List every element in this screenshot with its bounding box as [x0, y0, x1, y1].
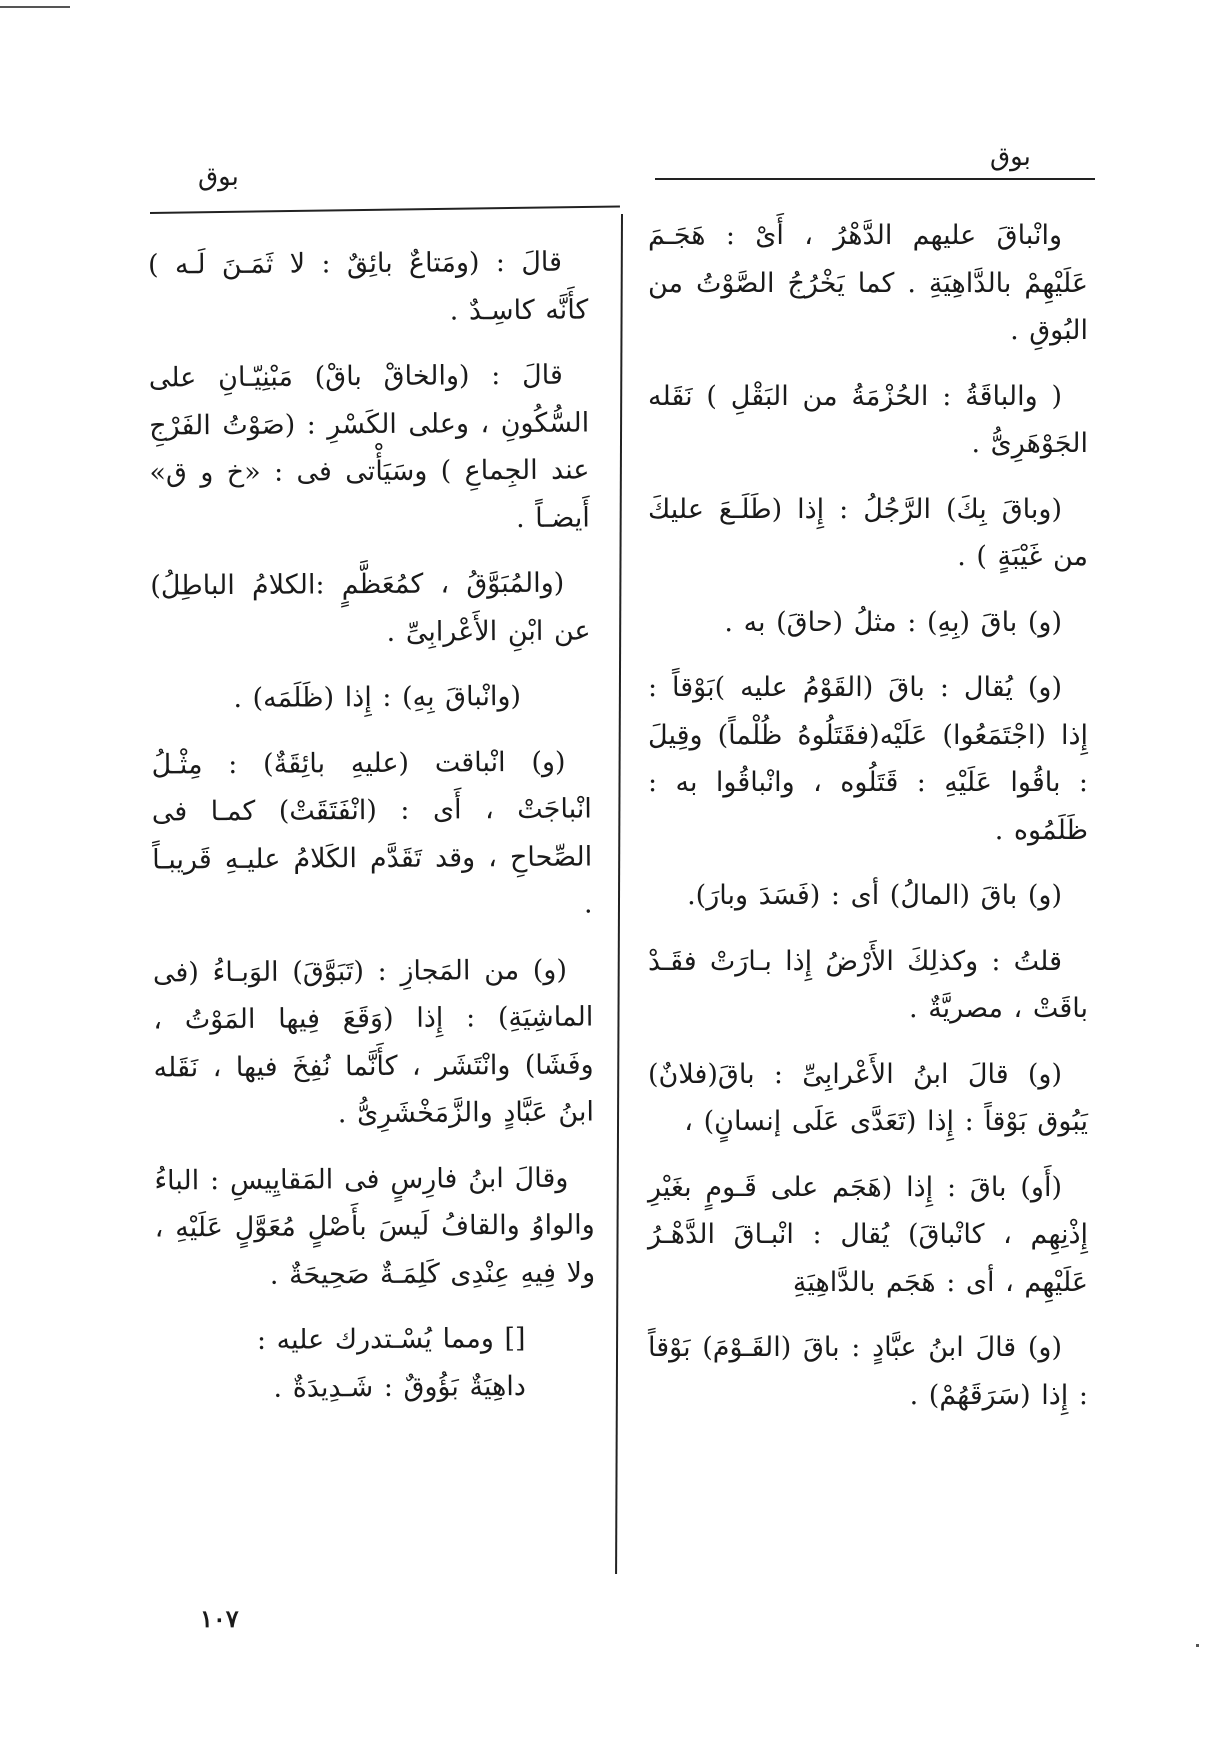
header-rule-right — [655, 178, 1095, 180]
entry-paragraph: (و) قالَ ابنُ عبَّادٍ : باقَ (القَـوْمَ) بَوْقاً : إِذا (سَرَقَهُمْ) . — [648, 1332, 1088, 1411]
entry-paragraph: قالَ : (والخاقْ باقْ) مَبْنِيّـانِ على السُّكُونِ ، وعلى الكَسْرِ : (صَوْتُ الفَرْجِ عند الجِماعِ ) وسَيَأْتى فى : «خ و ق» أَيضـاً . — [148, 359, 590, 534]
entry-paragraph: (و) يُقال : باقَ (القَوْمُ عليه )بَوْقاً : إِذا (اجْتَمَعُوا) عَلَيْه(فقَتَلُوهُ ظُلْماً) وقِيلَ : باقُوا عَلَيْهِ : قَتَلُوه ، وانْباقُوا به : ظَلَمُوه . — [648, 672, 1088, 846]
entry-paragraph: ( والباقَةُ : الحُزْمَةُ من البَقْلِ ) نَقَله الجَوْهَرِىُّ . — [648, 380, 1088, 459]
header-rule-left — [150, 205, 620, 214]
entry-paragraph: (و) باقَ (بِهِ) : مثلُ (حاقَ) به . — [724, 606, 1062, 638]
entry-paragraph: (و) من المَجازِ : (تَبَوَّقَ) الوَبـاءُ (فى الماشِيَةِ) : إِذا (وَقَعَ فِيها المَوْتُ ، وفَشَا) وانْتَشَر ، كأَنَّما نُفِخَ فيها ، نَقَله ابنُ عَبَّادٍ والزَّمَخْشَرِىُّ . — [152, 954, 595, 1130]
entry-paragraph: (و) قالَ ابنُ الأَعْرابِىِّ : باقَ(فلانٌ) يَبُوق بَوْقاً : إِذا (تَعَدَّى عَلَى إنسانٍ) ، — [648, 1058, 1088, 1137]
entry-paragraph: قلتُ : وكذلِكَ الأَرْضُ إِذا بـارَتْ فقَـدْ باقَتْ ، مصريَّةٌ . — [648, 945, 1088, 1024]
entry-paragraph: وانْباقَ عليهم الدَّهْرُ ، أَىْ : هَجَـمَ عَلَيْهِمْ بالدَّاهِيَةِ . كما يَخْرُجُ الصَّوْتُ من البُوقِ . — [648, 220, 1088, 346]
column-divider — [615, 214, 623, 1574]
right-text-column — [648, 212, 1088, 1437]
entry-paragraph: وقالَ ابنُ فارِسٍ فى المَقايِيسِ : الباءُ والواوُ والقافُ لَيسَ بأَصْلٍ مُعَوَّلٍ عَلَيْهِ ، ولا فِيهِ عِنْدِى كَلِمَـةٌ صَحِيحَةٌ . — [154, 1162, 596, 1291]
entry-paragraph: (أَو) باقَ : إِذا (هَجَم على قَـومٍ بغَيْرِ إِذْنِهِم ، كانْباقَ) يُقال : انْبـاقَ الدَّهْـرُ عَلَيْهِم ، أى : هَجَم بالدَّاهِيَةِ — [648, 1171, 1088, 1298]
supplement-heading: [] ومما يُسْـتدرك عليه : — [256, 1322, 526, 1356]
entry-paragraph: قالَ : (ومَتاعٌ بائِقٌ : لا ثَمَـنَ لَـه ) كأَنَّه كاسِـدٌ . — [147, 246, 589, 326]
entry-paragraph: (وباقَ بِكَ) الرَّجُلُ : إِذا (طَلَـعَ عليكَ من غَيْبَةٍ ) . — [648, 493, 1088, 572]
scan-dot — [1196, 1644, 1199, 1647]
entry-paragraph: (وانْباقَ بِهِ) : إِذا (ظَلَمَه) . — [233, 680, 522, 714]
entry-paragraph: (و) باقَ (المالُ) أى : (فَسَدَ وبارَ). — [687, 880, 1062, 911]
entry-paragraph: (والمُبَوَّقُ ، كمُعَظَّمٍ :الكلامُ الباطِلُ) عن ابْنِ الأَعْرابِىِّ . — [150, 567, 591, 648]
entry-paragraph: (و) انْباقت (عليهِ بائِقَةٌ) : مِثْـلُ انْباجَتْ ، أَى : (انْفَتَقَتْ) كمـا فى الصِّحاحِ ، وقد تَقَدَّم الكَلامُ عليـهِ قَريبـاً . — [151, 746, 593, 920]
running-head-left: بوق — [198, 162, 239, 192]
scan-edge-mark — [0, 6, 70, 8]
left-text-column — [148, 238, 596, 1430]
page-number: ١٠٧ — [200, 1604, 239, 1633]
running-head-right: بوق — [990, 142, 1031, 172]
entry-paragraph: داهِيَةٌ بَؤُوقٌ : شَـدِيدَةٌ . — [273, 1370, 526, 1404]
